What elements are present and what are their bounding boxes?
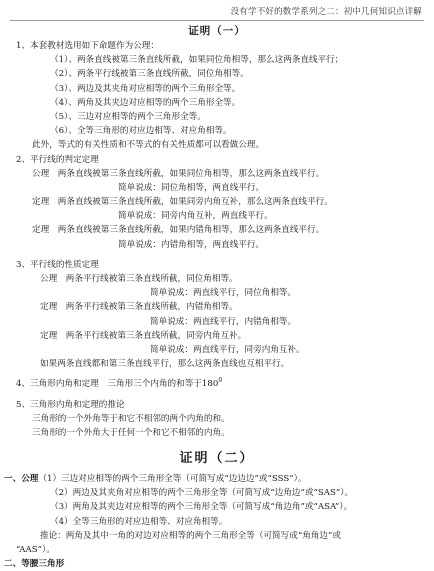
axiom-list-heading: 1、本套教材选用如下命题作为公理： <box>16 41 159 51</box>
corollary-line: 三角形的一个外角大于任何一个和它不相邻的内角。 <box>32 427 230 438</box>
aas-inference: 推论：两角及其中一角的对边对应相等的两个三角形全等（可简写成“角角边”或 <box>40 530 341 541</box>
axiom-item: （4）、两角及其夹边对应相等的两个三角形全等。 <box>50 97 241 108</box>
angle-sum-text: 4、三角形内角和定理 三角形三个内角的和等于180 <box>16 379 219 390</box>
congruence-axiom: （3）两角及其夹边对应相等的两个三角形全等（可简写成“角边角”或“ASA”）。 <box>50 502 353 513</box>
theorem-short-form: 简单说成：同位角相等，两直线平行。 <box>118 182 265 193</box>
angle-sum-theorem <box>0 377 434 391</box>
aas-inference-continued: “AAS”）。 <box>16 545 55 555</box>
parallel-transitivity-note: 如果两条直线都和第三条直线平行，那么这两条直线也互相平行。 <box>40 359 290 370</box>
isosceles-triangle-heading: 二、等腰三角形 <box>4 559 65 570</box>
running-header: 没有学不好的数学系列之二：初中几何知识点详解 <box>230 7 422 17</box>
axiom-note: 此外，等式的有关性质和不等式的有关性质都可以看做公理。 <box>32 140 265 151</box>
axioms-lead: 一、 <box>4 474 22 485</box>
theorem-short-form: 简单说成：两直线平行，内错角相等。 <box>150 316 297 327</box>
axioms-label: 公理 <box>21 474 39 485</box>
corollary-heading: 5、三角形内角和定理的推论 <box>16 399 125 410</box>
axiom-item: （1）、两条直线被第三条直线所截，如果同位角相等，那么这两条直线平行； <box>50 55 344 66</box>
theorem-line: 公理 两条平行线被第三条直线所截，同位角相等。 <box>40 274 238 284</box>
section-title-proof-1: 证明（一） <box>188 25 246 37</box>
congruence-axiom: （4）全等三角形的对应边相等、对应角相等。 <box>50 516 228 527</box>
axioms-heading <box>0 472 434 486</box>
document-body <box>0 23 434 571</box>
section-title-proof-2: 证明（二） <box>179 451 255 467</box>
header-rule <box>10 20 424 21</box>
congruence-axiom: （2）两边及其夹角对应相等的两个三角形全等（可简写成“边角边”或“SAS”）。 <box>50 488 354 499</box>
axiom-item: （6）、全等三角形的对应边相等、对应角相等。 <box>50 126 232 137</box>
theorem-line: 定理 两条平行线被第三条直线所截，内错角相等。 <box>40 302 238 313</box>
parallel-properties-heading: 3、平行线的性质定理 <box>16 259 99 270</box>
corollary-line: 三角形的一个外角等于和它不相邻的两个内角的和。 <box>32 413 230 424</box>
congruence-axiom: （1）三边对应相等的两个三角形全等（可简写成“边边边”或“SSS”）。 <box>38 474 307 485</box>
theorem-line: 公理 两条直线被第三条直线所截，如果同位角相等，那么这两条直线平行。 <box>32 168 325 179</box>
theorem-line: 定理 两条直线被第三条直线所截，如果内错角相等，那么这两条直线平行。 <box>32 225 325 236</box>
theorem-line: 定理 两条直线被第三条直线所截，如果同旁内角互补，那么这两条直线平行。 <box>32 197 333 208</box>
theorem-short-form: 简单说成：同旁内角互补，两直线平行。 <box>118 211 273 222</box>
degree-superscript: 0 <box>218 377 223 385</box>
theorem-short-form: 简单说成：两直线平行，同位角相等。 <box>150 288 297 299</box>
theorem-short-form: 简单说成：两直线平行，同旁内角互补。 <box>150 344 305 355</box>
theorem-short-form: 简单说成：内错角相等，两直线平行。 <box>118 239 265 250</box>
axiom-item: （2）、两条平行线被第三条直线所截，同位角相等。 <box>50 69 249 80</box>
parallel-criteria-heading: 2、平行线的判定定理 <box>16 154 99 165</box>
theorem-line: 定理 两条平行线被第三条直线所截，同旁内角互补。 <box>40 330 247 341</box>
axiom-item: （3）、两边及其夹角对应相等的两个三角形全等。 <box>50 83 241 94</box>
axiom-item: （5）、三边对应相等的两个三角形全等。 <box>50 111 206 122</box>
